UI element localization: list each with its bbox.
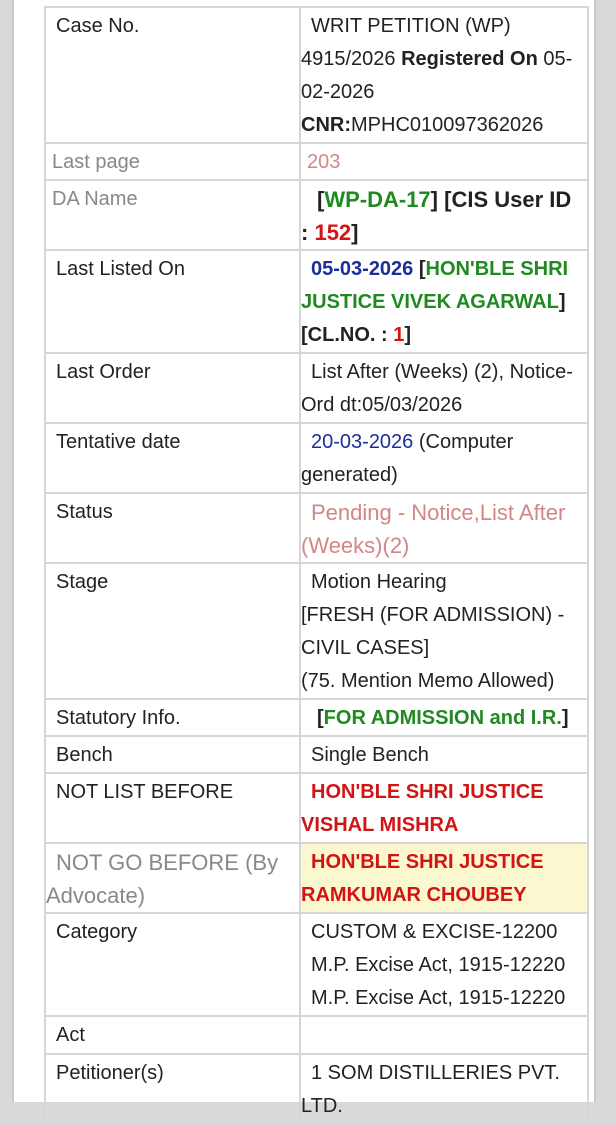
last-listed-line2 <box>301 286 587 319</box>
bracket: ] <box>430 187 438 212</box>
stage-line4: (75. Mention Memo Allowed) <box>301 670 555 692</box>
case-type: WRIT PETITION (WP) <box>311 15 511 37</box>
case-no-label: Case No. <box>45 7 300 143</box>
cl-no-label: [CL.NO. : <box>301 324 394 346</box>
statutory-info-value <box>300 699 588 736</box>
row-last-page <box>45 143 588 180</box>
last-listed-line1 <box>301 253 587 286</box>
tentative-date: 20-03-2026 <box>311 431 414 453</box>
stage-line2: [FRESH (FOR ADMISSION) - <box>301 604 565 626</box>
stage-line1: Motion Hearing <box>311 571 447 593</box>
da-code: WP-DA-17 <box>324 187 431 212</box>
registered-on-label: Registered On <box>401 48 538 70</box>
last-order-line1: List After (Weeks) (2), Notice- <box>311 361 573 383</box>
tentative-date-label: Tentative date <box>45 423 300 493</box>
row-last-listed <box>45 250 588 353</box>
last-order-label: Last Order <box>45 353 300 423</box>
not-go-before-value <box>300 843 588 913</box>
stage-label: Stage <box>45 563 300 699</box>
last-order-value <box>300 353 588 423</box>
last-order-line2: Ord dt:05/03/2026 <box>301 394 463 416</box>
not-go-before-line1: HON'BLE SHRI JUSTICE <box>311 851 544 873</box>
stage-line3: CIVIL CASES] <box>301 637 430 659</box>
category-line1: CUSTOM & EXCISE-12200 <box>311 921 558 943</box>
row-petitioner <box>45 1054 588 1124</box>
stage-value <box>300 563 588 699</box>
case-no-value <box>300 7 588 143</box>
cis-user-id: 152 <box>314 220 352 245</box>
cl-no-value: 1 <box>393 324 405 346</box>
registered-date-end: 02-2026 <box>301 81 375 103</box>
case-details-table <box>44 6 589 1125</box>
not-go-before-label <box>45 843 300 913</box>
status-line2: (Weeks)(2) <box>301 533 410 558</box>
row-da-name <box>45 180 588 250</box>
da-name-line1 <box>301 183 587 216</box>
petitioner-line2: LTD. <box>301 1095 343 1117</box>
bracket: [ <box>317 707 324 729</box>
not-list-before-line1: HON'BLE SHRI JUSTICE <box>311 781 544 803</box>
not-list-before-label: NOT LIST BEFORE <box>45 773 300 843</box>
registered-date-start: 05- <box>537 48 573 70</box>
case-number-line <box>301 43 587 76</box>
row-category <box>45 913 588 1016</box>
act-label: Act <box>45 1016 300 1054</box>
case-number: 4915/2026 <box>301 48 402 70</box>
row-not-go-before <box>45 843 588 913</box>
not-go-before-label-line1: NOT GO BEFORE (By <box>56 850 279 875</box>
statutory-info-label: Statutory Info. <box>45 699 300 736</box>
row-act <box>45 1016 588 1054</box>
tentative-date-value <box>300 423 588 493</box>
statutory-text: FOR ADMISSION and I.R. <box>323 707 562 729</box>
status-line1: Pending - Notice,List After <box>311 500 566 525</box>
act-value <box>300 1016 588 1054</box>
da-name-label: DA Name <box>45 180 300 250</box>
bracket: ] <box>404 324 412 346</box>
judge-name-part2: JUSTICE VIVEK AGARWAL <box>301 291 559 313</box>
tentative-note-start: (Computer <box>413 431 514 453</box>
colon: : <box>301 220 315 245</box>
cnr-number: MPHC010097362026 <box>351 114 544 136</box>
row-status <box>45 493 588 563</box>
category-line2: M.P. Excise Act, 1915-12220 <box>311 954 566 976</box>
not-go-before-line2: RAMKUMAR CHOUBEY <box>301 884 527 906</box>
status-value <box>300 493 588 563</box>
category-label: Category <box>45 913 300 1016</box>
case-details-sheet <box>12 0 596 1117</box>
bracket: ] <box>351 220 359 245</box>
last-listed-line3 <box>301 319 587 352</box>
not-list-before-value <box>300 773 588 843</box>
statutory-line <box>301 702 587 735</box>
tentative-line1 <box>301 426 587 459</box>
petitioner-label: Petitioner(s) <box>45 1054 300 1124</box>
bench-label: Bench <box>45 736 300 773</box>
last-page-value <box>300 143 588 180</box>
da-name-value <box>300 180 588 250</box>
row-not-list-before <box>45 773 588 843</box>
row-last-order <box>45 353 588 423</box>
row-stage <box>45 563 588 699</box>
row-bench <box>45 736 588 773</box>
cnr-label: CNR: <box>301 114 351 136</box>
bracket: ] <box>561 707 569 729</box>
row-case-no <box>45 7 588 143</box>
not-go-before-label-line2: Advocate) <box>46 883 146 908</box>
last-listed-label: Last Listed On <box>45 250 300 353</box>
da-name-line2 <box>301 216 587 249</box>
status-label: Status <box>45 493 300 563</box>
bracket: [ <box>413 258 426 280</box>
row-statutory-info <box>45 699 588 736</box>
petitioner-line1: 1 SOM DISTILLERIES PVT. <box>311 1062 560 1084</box>
row-tentative-date <box>45 423 588 493</box>
category-line3: M.P. Excise Act, 1915-12220 <box>311 987 566 1009</box>
bench-text: Single Bench <box>311 744 429 766</box>
last-listed-value <box>300 250 588 353</box>
bracket: ] <box>558 291 566 313</box>
judge-name-part1: HON'BLE SHRI <box>425 258 569 280</box>
petitioner-value <box>300 1054 588 1124</box>
listed-date: 05-03-2026 <box>311 258 414 280</box>
bench-value <box>300 736 588 773</box>
bracket: [ <box>317 187 325 212</box>
cis-user-label: [CIS User ID <box>438 187 572 212</box>
last-page-label: Last page <box>45 143 300 180</box>
cnr-line <box>301 109 587 142</box>
last-page-number: 203 <box>307 151 341 173</box>
not-list-before-line2: VISHAL MISHRA <box>301 814 459 836</box>
tentative-note-end: generated) <box>301 464 398 486</box>
category-value <box>300 913 588 1016</box>
